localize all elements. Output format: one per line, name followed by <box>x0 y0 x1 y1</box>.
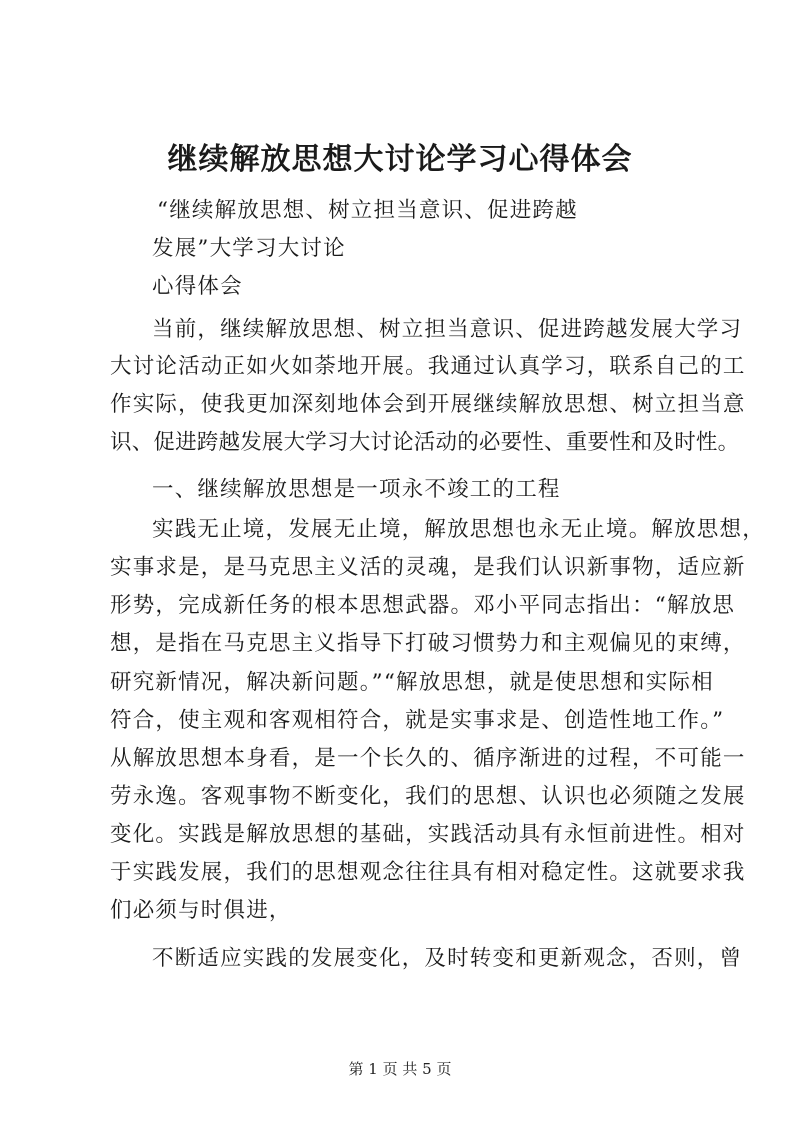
subtitle-line-1: “继续解放思想、树立担当意识、促进跨越 <box>157 198 578 223</box>
paragraph-line: 实践无止境，发展无止境，解放思想也永无止境。解放思想， <box>152 517 765 542</box>
paragraph-line: 大讨论活动正如火如荼地开展。我通过认真学习，联系自己的工 <box>110 354 746 379</box>
paragraph-line: 形势，完成新任务的根本思想武器。邓小平同志指出：“解放思 <box>110 593 736 618</box>
paragraph-line: 想，是指在马克思主义指导下打破习惯势力和主观偏见的束缚， <box>110 631 746 656</box>
paragraph-line: 从解放思想本身看，是一个长久的、循序渐进的过程，不可能一 <box>110 746 746 771</box>
paragraph-line: 于实践发展，我们的思想观念往往具有相对稳定性。这就要求我 <box>110 860 746 885</box>
subtitle-line-3: 心得体会 <box>152 274 243 299</box>
paragraph-line: 劳永逸。客观事物不断变化，我们的思想、认识也必须随之发展 <box>110 784 746 809</box>
paragraph-line: 实事求是，是马克思主义活的灵魂，是我们认识新事物，适应新 <box>110 555 746 580</box>
paragraph-line: 们必须与时俱进， <box>110 898 292 923</box>
paragraph-line: 当前，继续解放思想、树立担当意识、促进跨越发展大学习 <box>152 317 743 342</box>
paragraph-line: 作实际，使我更加深刻地体会到开展继续解放思想、树立担当意 <box>110 392 746 417</box>
subtitle-line-2: 发展”大学习大讨论 <box>152 236 346 261</box>
paragraph-line: 符合，使主观和客观相符合，就是实事求是、创造性地工作。” <box>110 708 725 733</box>
paragraph-line: 识、促进跨越发展大学习大讨论活动的必要性、重要性和及时性。 <box>110 430 740 455</box>
section-heading: 一、继续解放思想是一项永不竣工的工程 <box>152 477 561 502</box>
paragraph-line: 研究新情况，解决新问题。”“解放思想，就是使思想和实际相 <box>110 670 714 695</box>
paragraph-line: 不断适应实践的发展变化，及时转变和更新观念，否则，曾 <box>152 946 743 971</box>
page-footer: 第 1 页 共 5 页 <box>348 1060 452 1078</box>
document-title: 继续解放思想大讨论学习心得体会 <box>167 142 633 177</box>
paragraph-line: 变化。实践是解放思想的基础，实践活动具有永恒前进性。相对 <box>110 822 746 847</box>
